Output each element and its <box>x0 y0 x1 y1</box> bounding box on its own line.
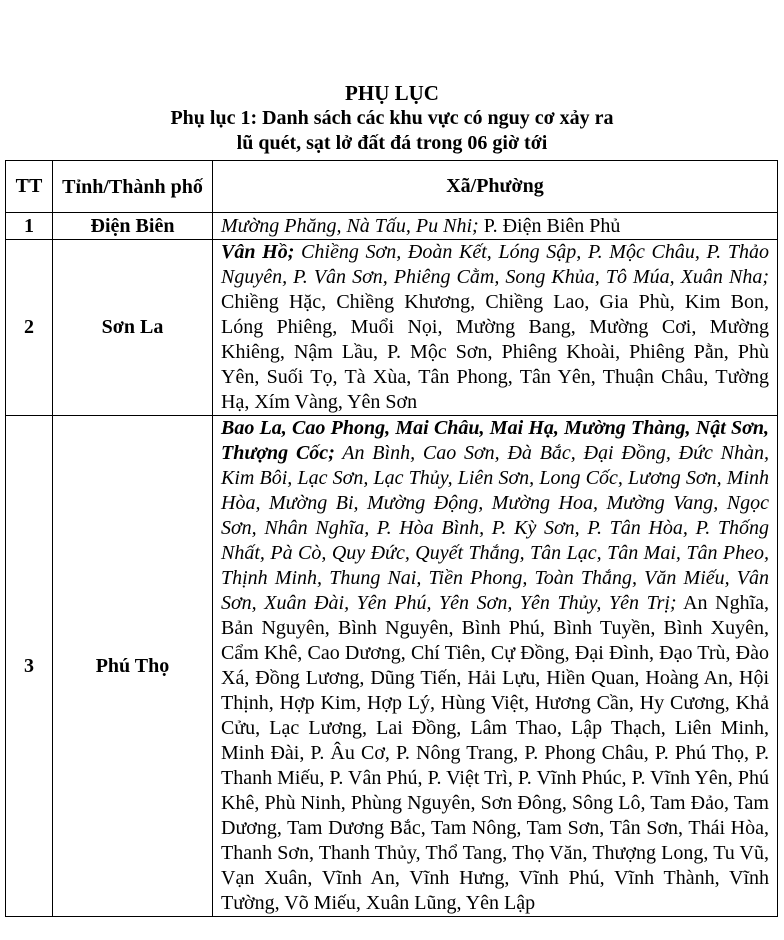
communes-bold-italic: Vân Hồ; <box>221 241 295 263</box>
province-name: Điện Biên <box>53 213 213 240</box>
risk-area-table <box>5 160 778 917</box>
row-number: 3 <box>6 416 53 917</box>
communes-italic: An Bình, Cao Sơn, Đà Bắc, Đại Đồng, Đức Nhàn, Kim Bôi, Lạc Sơn, Lạc Thủy, Liên Sơn, Long Cốc, Lương Sơn, Minh Hòa, Mường Bi, Mường Động, Mường Hoa, Mường Vang, Ngọc Sơn, Nhân Nghĩa, P. Hòa Bình, P. Kỳ Sơn, P. Tân Hòa, P. Thống Nhất, Pà Cò, Quy Đức, Quyết Thắng, Tân Lạc, Tân Mai, Tân Pheo, Thịnh Minh, Thung Nai, Tiền Phong, Toàn Thắng, Văn Miếu, Vân Sơn, Xuân Đài, Yên Phú, Yên Sơn, Yên Thủy, Yên Trị; <box>221 442 769 614</box>
table-header-row <box>6 161 778 213</box>
row-number: 1 <box>6 213 53 240</box>
communes-italic: Chiềng Sơn, Đoàn Kết, Lóng Sập, P. Mộc Châu, P. Thảo Nguyên, P. Vân Sơn, Phiêng Cằm, Song Khủa, Tô Múa, Xuân Nha; <box>221 241 769 288</box>
commune-list <box>213 416 778 917</box>
table-row <box>6 416 778 917</box>
communes-regular: P. Điện Biên Phủ <box>478 214 621 237</box>
communes-regular: An Nghĩa, Bản Nguyên, Bình Nguyên, Bình Phú, Bình Tuyền, Bình Xuyên, Cẩm Khê, Cao Dương, Chí Tiên, Cự Đồng, Đại Đình, Đạo Trù, Đào Xá, Đồng Lương, Dũng Tiến, Hải Lựu, Hiền Quan, Hoàng An, Hội Thịnh, Hợp Kim, Hợp Lý, Hùng Việt, Hương Cần, Hy Cương, Khả Cửu, Lạc Lương, Lai Đồng, Lâm Thao, Lập Thạch, Liên Minh, Minh Đài, P. Âu Cơ, P. Nông Trang, P. Phong Châu, P. Phú Thọ, P. Thanh Miếu, P. Vân Phú, P. Việt Trì, P. Vĩnh Phúc, P. Vĩnh Yên, Phú Khê, Phù Ninh, Phùng Nguyên, Sơn Đông, Sông Lô, Tam Đảo, Tam Dương, Tam Dương Bắc, Tam Nông, Tam Sơn, Tân Sơn, Thái Hòa, Thanh Sơn, Thanh Thủy, Thổ Tang, Thọ Văn, Thượng Long, Tu Vũ, Vạn Xuân, Vĩnh An, Vĩnh Hưng, Vĩnh Phú, Vĩnh Thành, Vĩnh Tường, Võ Miếu, Xuân Lũng, Yên Lập <box>221 592 770 914</box>
province-name: Sơn La <box>53 240 213 416</box>
table-row <box>6 213 778 240</box>
header-tt: TT <box>6 161 53 213</box>
row-number: 2 <box>6 240 53 416</box>
header-communes: Xã/Phường <box>213 161 778 213</box>
commune-list <box>213 240 778 416</box>
communes-bold-italic: Bao La, Cao Phong, Mai Châu, Mai Hạ, Mường Thàng, Nật Sơn, Thượng Cốc; <box>221 417 769 464</box>
appendix-subtitle-line-2: lũ quét, sạt lở đất đá trong 06 giờ tới <box>236 132 548 154</box>
appendix-subtitle-line-1: Phụ lục 1: Danh sách các khu vực có nguy cơ xảy ra <box>170 107 614 129</box>
communes-italic: Mường Phăng, Nà Tấu, Pu Nhi; <box>221 214 479 237</box>
appendix-title: PHỤ LỤC <box>345 81 439 105</box>
province-name: Phú Thọ <box>53 416 213 917</box>
communes-regular: Chiềng Hặc, Chiềng Khương, Chiềng Lao, Gia Phù, Kim Bon, Lóng Phiêng, Muổi Nọi, Mường Bang, Mường Cơi, Mường Khiêng, Nậm Lầu, P. Mộc Sơn, Phiêng Khoài, Phiêng Pằn, Phù Yên, Suối Tọ, Tà Xùa, Tân Phong, Tân Yên, Thuận Châu, Tường Hạ, Xím Vàng, Yên Sơn <box>221 291 769 413</box>
header-province: Tỉnh/Thành phố <box>53 161 213 213</box>
commune-list <box>213 213 778 240</box>
document-heading <box>0 80 784 156</box>
table-row <box>6 240 778 416</box>
